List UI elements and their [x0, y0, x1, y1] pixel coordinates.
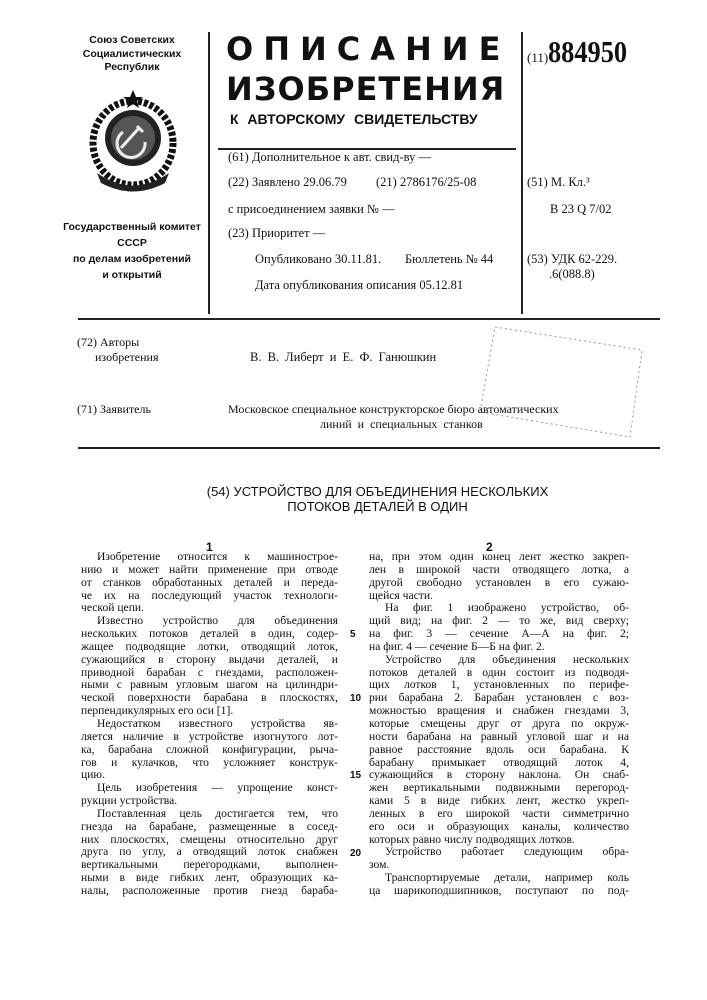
authors-label-2: изобретения	[95, 350, 158, 365]
text-line: потоков деталей в один состоит из подводя-	[369, 667, 629, 680]
field-published: Опубликовано 30.11.81.	[255, 252, 381, 267]
line-number: 10	[350, 693, 361, 704]
country-line: Республик	[57, 61, 207, 75]
text-line: ными с равным угловым шагом на цилиндри-	[81, 679, 338, 692]
column-number: 2	[486, 540, 493, 554]
text-line: На фиг. 1 изображено устройство, об-	[369, 602, 629, 615]
field-desc-date: Дата опубликования описания 05.12.81	[255, 278, 463, 293]
country-name	[57, 34, 207, 75]
text-line: сужающийся в сторону наклона. Он снаб-	[369, 769, 629, 782]
text-column-2	[369, 551, 629, 898]
text-line: на фиг. 3 — сечение А—А на фиг. 2;	[369, 628, 629, 641]
text-line: жен вертикальными подвижными перегород-	[369, 782, 629, 795]
text-line: равное расстояние вдоль оси барабана. К	[369, 744, 629, 757]
library-stamp	[470, 322, 650, 442]
text-line: че их на последующий участок технологи-	[81, 590, 338, 603]
country-line: Союз Советских	[57, 34, 207, 48]
field-22: (22) Заявлено 29.06.79	[228, 175, 347, 190]
patent-number-code: (11)	[527, 50, 548, 65]
patent-number	[527, 34, 641, 70]
text-line: ческой цепи.	[81, 602, 338, 615]
text-line: зом.	[369, 859, 629, 872]
text-line: щий вид; на фиг. 2 — то же, вид сверху;	[369, 615, 629, 628]
text-line: можностью вращения и снабжен гнездами 3,	[369, 705, 629, 718]
text-line: его оси и образующих каналы, количество	[369, 821, 629, 834]
patent-number-value: 884950	[548, 34, 627, 70]
applicant-line-2: линий и специальных станков	[320, 417, 483, 432]
text-column-1	[81, 551, 338, 898]
text-line: ности барабана на равный угловой шаг и на	[369, 731, 629, 744]
divider	[521, 32, 523, 314]
text-line: на, при этом один конец лент жестко закреп-	[369, 551, 629, 564]
text-line: другой свободно установлен в его сужаю-	[369, 577, 629, 590]
text-line: Устройство для объединения нескольких	[369, 654, 629, 667]
text-line: рукции устройства.	[81, 795, 338, 808]
text-line: рии барабана 2. Барабан установлен с воз-	[369, 692, 629, 705]
committee-line: и открытий	[57, 267, 207, 283]
text-line: щих лотков 1, установленных по перифе-	[369, 679, 629, 692]
text-line: сужающийся в сторону выдачи деталей, и	[81, 654, 338, 667]
text-line: которых равно числу подводящих лотков.	[369, 834, 629, 847]
field-ipc: В 23 Q 7/02	[550, 202, 611, 217]
invention-title-line: ПОТОКОВ ДЕТАЛЕЙ В ОДИН	[0, 499, 707, 514]
applicant-line-1: Московское специальное конструкторское бюро автоматических	[228, 402, 559, 417]
text-line: ляется наличие в устройстве изогнутого лот-	[81, 731, 338, 744]
invention-title	[0, 484, 707, 514]
text-line: Транспортируемые детали, например коль	[369, 872, 629, 885]
column-number: 1	[206, 540, 213, 554]
text-line: вертикальными перегородками, выполнен-	[81, 859, 338, 872]
committee-line: по делам изобретений	[57, 251, 207, 267]
title-line-2: ИЗОБРЕТЕНИЯ	[226, 70, 505, 108]
line-number: 20	[350, 848, 361, 859]
line-number: 15	[350, 770, 361, 781]
text-line: Известно устройство для объединения	[81, 615, 338, 628]
field-61: (61) Дополнительное к авт. свид-ву —	[228, 150, 431, 165]
applicant-label: (71) Заявитель	[77, 402, 151, 417]
invention-title-line: (54) УСТРОЙСТВО ДЛЯ ОБЪЕДИНЕНИЯ НЕСКОЛЬКИХ	[0, 484, 707, 499]
field-21: (21) 2786176/25-08	[376, 175, 476, 190]
text-line: жащее подводящие лотки, отводящий лоток,	[81, 641, 338, 654]
authors-label-1: (72) Авторы	[77, 335, 139, 350]
ussr-emblem	[87, 88, 179, 196]
field-bulletin: Бюллетень № 44	[405, 252, 493, 267]
text-line: налы, расположенные против гнезд бараба-	[81, 885, 338, 898]
text-line: ленных в его широкой части симметрично	[369, 808, 629, 821]
committee-line: Государственный комитет	[57, 219, 207, 235]
field-23: (23) Приоритет —	[228, 226, 325, 241]
text-line: цию.	[81, 769, 338, 782]
text-line: ца шарикоподшипников, поступают по под-	[369, 885, 629, 898]
line-number: 5	[350, 629, 356, 640]
field-join: с присоединением заявки № —	[228, 202, 394, 217]
text-line: щейся части.	[369, 590, 629, 603]
text-line: барабану примыкает отводящий лоток 4,	[369, 757, 629, 770]
country-line: Социалистических	[57, 48, 207, 62]
title-line-2-box	[226, 70, 514, 108]
divider	[208, 32, 210, 314]
text-line: нию и может найти применение при отводе	[81, 564, 338, 577]
text-line: гов и кулачков, что усложняет конструк-	[81, 757, 338, 770]
text-line: друга по углу, а отводящий лоток снабжен	[81, 846, 338, 859]
divider	[78, 447, 660, 449]
text-line: Поставленная цель достигается тем, что	[81, 808, 338, 821]
title-line-3: К АВТОРСКОМУ СВИДЕТЕЛЬСТВУ	[230, 111, 478, 127]
text-line: них плоскостях, смещены относительно друг	[81, 834, 338, 847]
text-line: ками 5 в виде гибких лент, жестко укреп-	[369, 795, 629, 808]
text-line: Устройство работает следующим обра-	[369, 846, 629, 859]
title-line-1-box	[226, 30, 514, 68]
text-line: от станков обработанных деталей и переда-	[81, 577, 338, 590]
text-line: Недостатком известного устройства яв-	[81, 718, 338, 731]
divider	[78, 318, 660, 320]
text-line: перпендикулярных его оси [1].	[81, 705, 338, 718]
text-line: Изобретение относится к машинострое-	[81, 551, 338, 564]
text-line: приводной барабан с гнездами, расположен-	[81, 667, 338, 680]
field-51: (51) М. Кл.³	[527, 175, 590, 190]
field-53: (53) УДК 62-229.	[527, 252, 617, 267]
text-line: на фиг. 4 — сечение Б—Б на фиг. 2.	[369, 641, 629, 654]
authors-names: В. В. Либерт и Е. Ф. Ганюшкин	[250, 350, 436, 365]
text-line: гнезда на барабане, размещенные в сосед-	[81, 821, 338, 834]
committee-line: СССР	[57, 235, 207, 251]
text-line: ными в виде гибких лент, образующих ка-	[81, 872, 338, 885]
text-line: Цель изобретения — упрощение конст-	[81, 782, 338, 795]
title-line-1: ОПИСАНИЕ	[226, 30, 510, 68]
committee-name	[57, 219, 207, 283]
text-line: ка, барабана сложной конфигурации, рыча-	[81, 744, 338, 757]
field-udc-2: .6(088.8)	[549, 267, 595, 282]
title-line-3-box	[230, 111, 514, 127]
text-line: лен в широкой части отводящего лотка, а	[369, 564, 629, 577]
text-line: которые смещены друг от друга по окруж-	[369, 718, 629, 731]
text-line: ческой поверхности барабана в плоскостях,	[81, 692, 338, 705]
text-line: нескольких потоков деталей в один, содер-	[81, 628, 338, 641]
